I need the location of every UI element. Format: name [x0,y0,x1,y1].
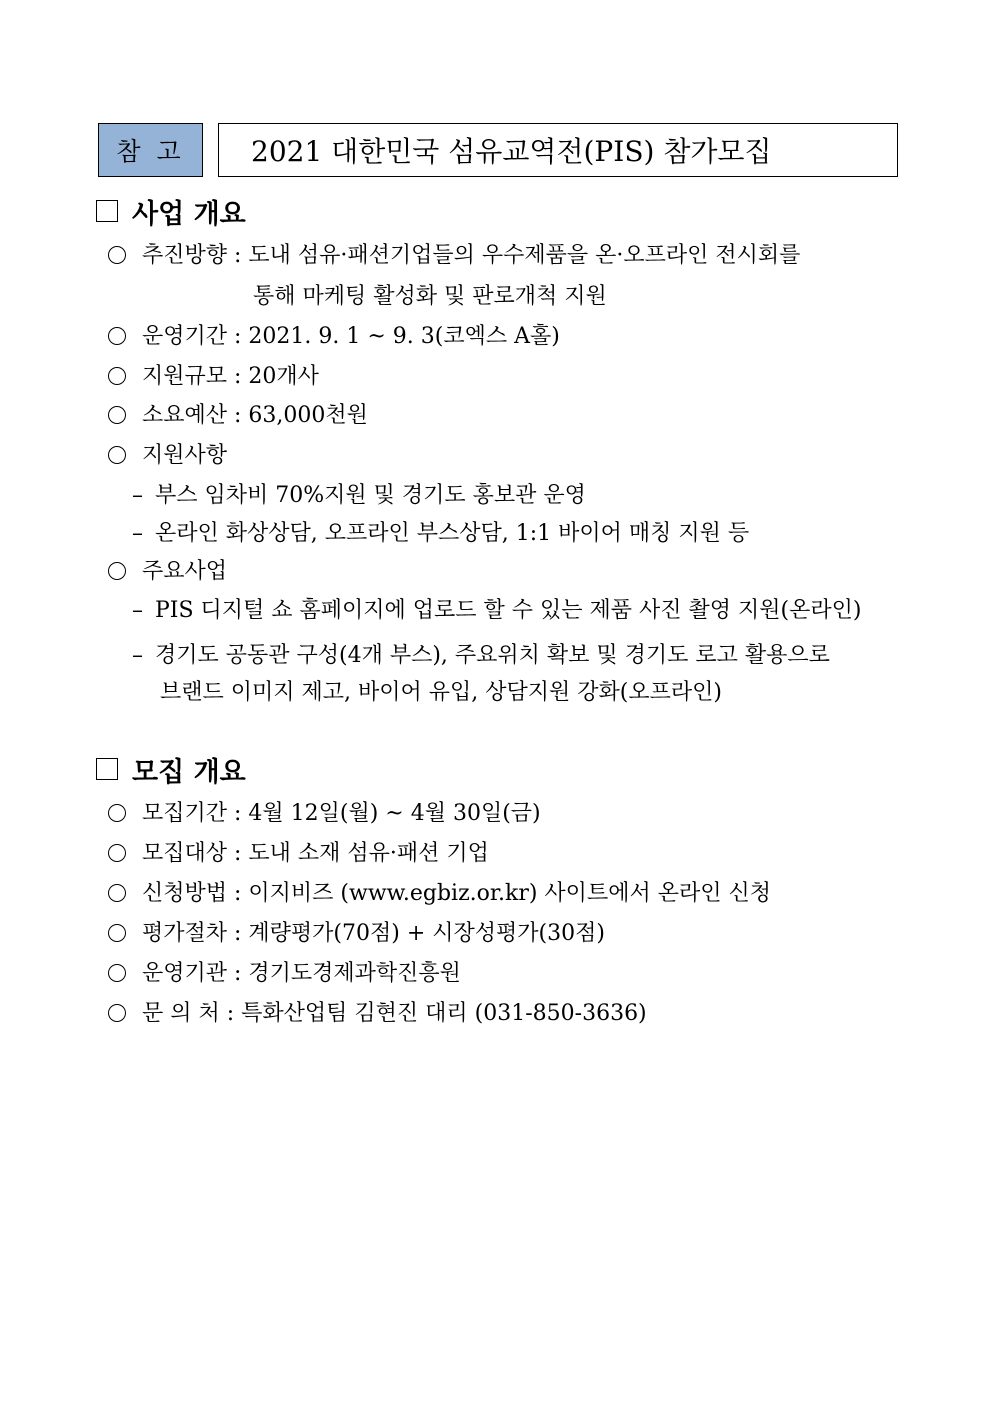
list-item-main-projects: 주요사업 [108,556,227,588]
bullet-circle-icon [108,406,126,424]
section-heading-label: 사업 개요 [132,198,246,230]
section-heading-label: 모집 개요 [132,756,246,788]
list-item-operator: 운영기관 : 경기도경제과학진흥원 [108,958,461,990]
bullet-circle-icon [108,844,126,862]
list-item-period: 운영기간 : 2021. 9. 1 ~ 9. 3(코엑스 A홀) [108,321,560,353]
reference-tag: 참 고 [98,123,203,177]
bullet-circle-icon [108,884,126,902]
sub-item-consulting: – 온라인 화상상담, 오프라인 부스상담, 1:1 바이어 매칭 지원 등 [132,518,749,550]
bullet-circle-icon [108,446,126,464]
sub-item-booth: – 부스 임차비 70%지원 및 경기도 홍보관 운영 [132,480,586,512]
list-item-recruit-period: 모집기간 : 4월 12일(월) ~ 4월 30일(금) [108,798,541,830]
list-item-scale: 지원규모 : 20개사 [108,361,319,393]
bullet-circle-icon [108,327,126,345]
list-item-evaluation: 평가절차 : 계량평가(70점) + 시장성평가(30점) [108,918,605,950]
section-heading-business-overview [96,193,246,229]
title-row [98,123,898,177]
list-item-direction: 추진방향 : 도내 섬유·패션기업들의 우수제품을 온·오프라인 전시회를 [108,240,800,272]
bullet-circle-icon [108,804,126,822]
dash-bullet-icon: – [132,521,143,546]
bullet-circle-icon [108,562,126,580]
bullet-circle-icon [108,1004,126,1022]
sub-item-pavilion-continued: 브랜드 이미지 제고, 바이어 유입, 상담지원 강화(오프라인) [160,680,722,705]
bullet-circle-icon [108,964,126,982]
list-item-apply-method: 신청방법 : 이지비즈 (www.egbiz.or.kr) 사이트에서 온라인 신청 [108,878,771,910]
list-item-direction-continued: 통해 마케팅 활성화 및 판로개척 지원 [253,284,607,309]
checkbox-square-icon [96,758,118,780]
bullet-circle-icon [108,246,126,264]
document-title: 2021 대한민국 섬유교역전(PIS) 참가모집 [218,123,898,177]
list-item-support: 지원사항 [108,440,227,472]
bullet-circle-icon [108,367,126,385]
bullet-circle-icon [108,924,126,942]
list-item-contact: 문 의 처 : 특화산업팀 김현진 대리 (031-850-3636) [108,998,647,1030]
sub-item-pavilion: – 경기도 공동관 구성(4개 부스), 주요위치 확보 및 경기도 로고 활용으로 [132,640,830,672]
section-heading-recruitment-overview [96,751,246,787]
dash-bullet-icon: – [132,483,143,508]
dash-bullet-icon: – [132,643,143,668]
list-item-recruit-target: 모집대상 : 도내 소재 섬유·패션 기업 [108,838,489,870]
checkbox-square-icon [96,200,118,222]
list-item-budget: 소요예산 : 63,000천원 [108,400,368,432]
sub-item-photo: – PIS 디지털 쇼 홈페이지에 업로드 할 수 있는 제품 사진 촬영 지원(온라인) [132,595,861,627]
dash-bullet-icon: – [132,598,143,623]
